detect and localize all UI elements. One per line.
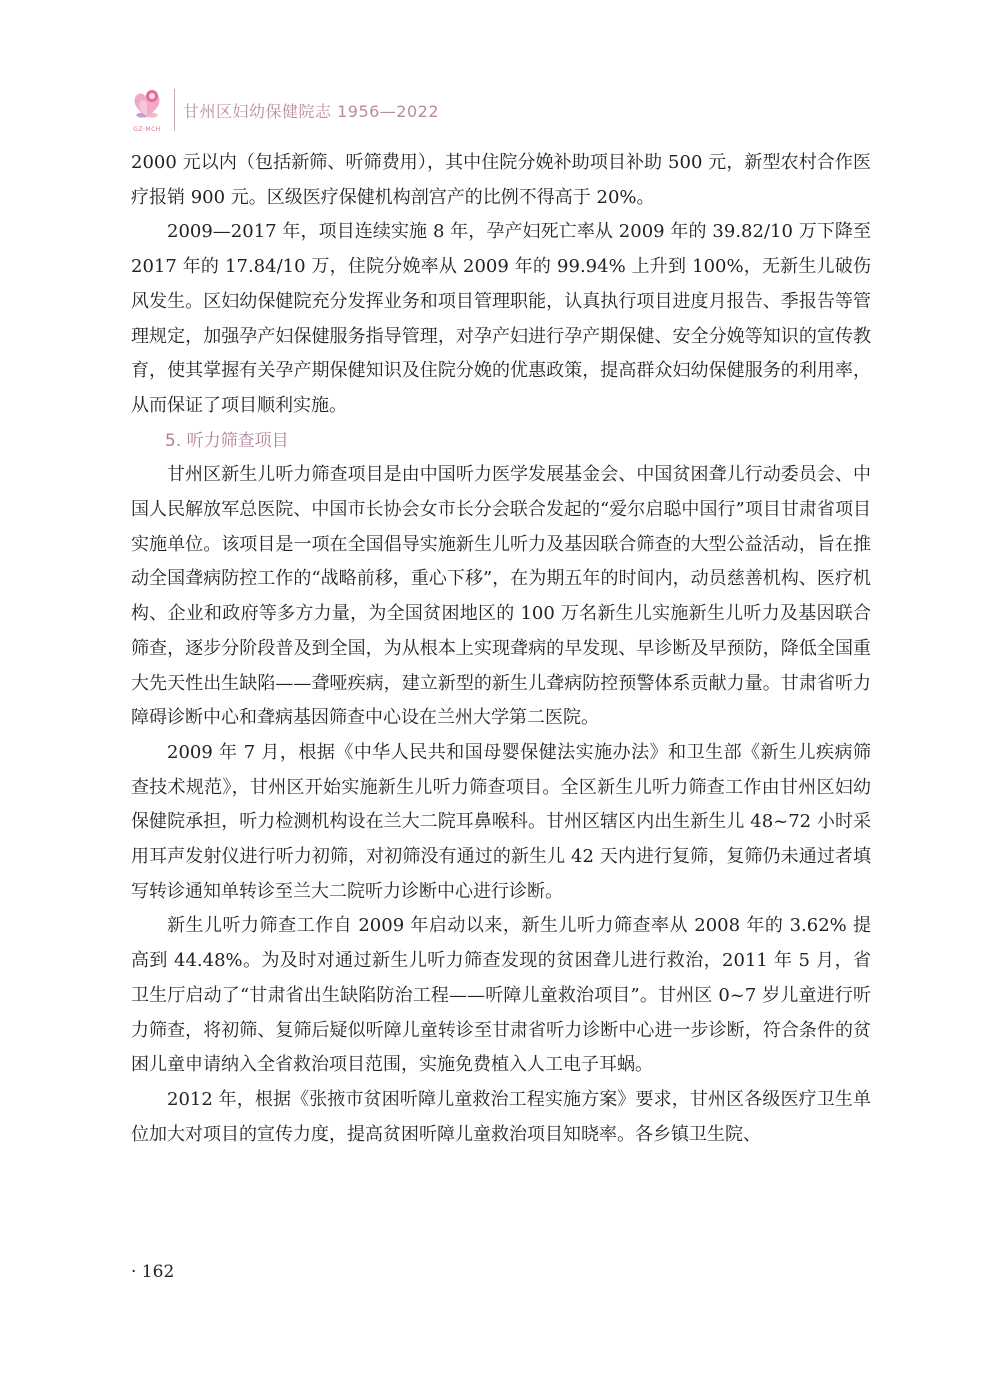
heart-flower-logo-icon (130, 87, 164, 133)
header-title: 甘州区妇幼保健院志 1956—2022 (183, 101, 440, 121)
logo-text: GZ·MCH (133, 126, 161, 133)
section-heading: 5. 听力筛查项目 (165, 430, 289, 451)
header-divider (174, 89, 175, 131)
running-header (130, 85, 439, 135)
logo-graphic (130, 87, 164, 127)
body-text (131, 146, 871, 1152)
paragraph: 2009 年 7 月，根据《中华人民共和国母婴保健法实施办法》和卫生部《新生儿疾病筛查技术规范》，甘州区开始实施新生儿听力筛查项目。全区新生儿听力筛查工作由甘州区妇幼保健院承担，听力检测机构设在兰大二院耳鼻喉科。甘州区辖区内出生新生儿 48~72 小时采用耳声发射仪进行听力初筛，对初筛没有通过的新生儿 42 天内进行复筛，复筛仍未通过者填写转诊通知单转诊至兰大二院听力诊断中心进行诊断。 (131, 741, 871, 902)
paragraph: 2012 年，根据《张掖市贫困听障儿童救治工程实施方案》要求，甘州区各级医疗卫生单位加大对项目的宣传力度，提高贫困听障儿童救治项目知晓率。各乡镇卫生院、 (131, 1088, 871, 1145)
paragraph: 新生儿听力筛查工作自 2009 年启动以来，新生儿听力筛查率从 2008 年的 3.62% 提高到 44.48%。为及时对通过新生儿听力筛查发现的贫困聋儿进行救治，2011 年 5 月，省卫生厅启动了“甘肃省出生缺陷防治工程——听障儿童救治项目”。甘州区 0~7 岁儿童进行听力筛查，将初筛、复筛后疑似听障儿童转诊至甘肃省听力诊断中心进一步诊断，符合条件的贫困儿童申请纳入全省救治项目范围，实施免费植入人工电子耳蜗。 (131, 915, 871, 1076)
paragraph: 甘州区新生儿听力筛查项目是由中国听力医学发展基金会、中国贫困聋儿行动委员会、中国人民解放军总医院、中国市长协会女市长分会联合发起的“爱尔启聪中国行”项目甘肃省项目实施单位。该项目是一项在全国倡导实施新生儿听力及基因联合筛查的大型公益活动，旨在推动全国聋病防控工作的“战略前移，重心下移”，在为期五年的时间内，动员慈善机构、医疗机构、企业和政府等多方力量，为全国贫困地区的 100 万名新生儿实施新生儿听力及基因联合筛查，逐步分阶段普及到全国，为从根本上实现聋病的早发现、早诊断及早预防，降低全国重大先天性出生缺陷——聋哑疾病，建立新型的新生儿聋病防控预警体系贡献力量。甘肃省听力障碍诊断中心和聋病基因筛查中心设在兰州大学第二医院。 (131, 464, 871, 729)
paragraph: 2009—2017 年，项目连续实施 8 年，孕产妇死亡率从 2009 年的 39.82/10 万下降至 2017 年的 17.84/10 万，住院分娩率从 2009 年的 99.94% 上升到 100%，无新生儿破伤风发生。区妇幼保健院充分发挥业务和项目管理职能，认真执行项目进度月报告、季报告等管理规定，加强孕产妇保健服务指导管理，对孕产妇进行孕产期保健、安全分娩等知识的宣传教育，使其掌握有关孕产期保健知识及住院分娩的优惠政策，提高群众妇幼保健服务的利用率，从而保证了项目顺利实施。 (131, 221, 871, 416)
page-number: · 162 (131, 1262, 175, 1282)
paragraph-continued: 2000 元以内（包括新筛、听筛费用），其中住院分娩补助项目补助 500 元，新型农村合作医疗报销 900 元。区级医疗保健机构剖宫产的比例不得高于 20%。 (131, 152, 871, 208)
